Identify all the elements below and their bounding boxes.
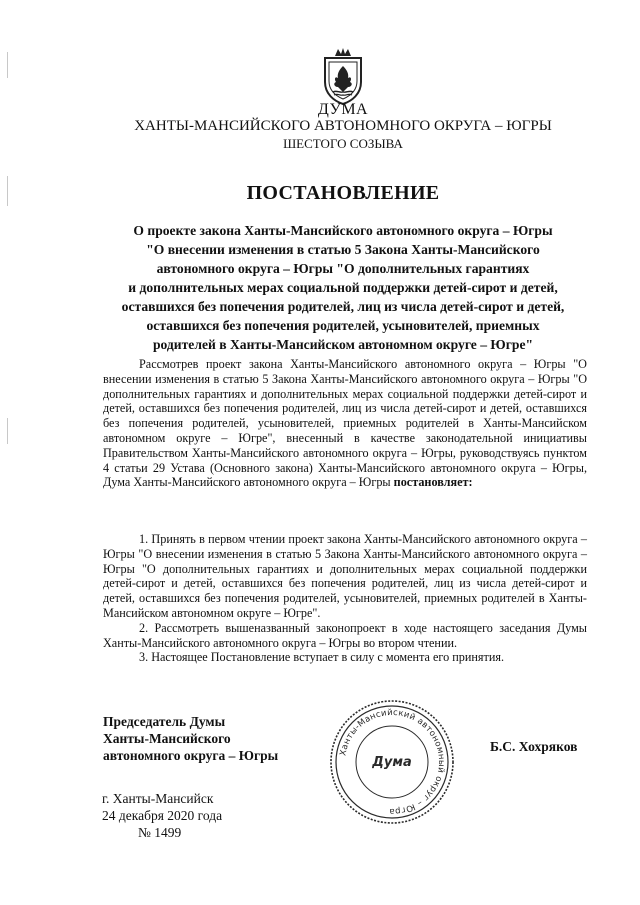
resolution-item: 1. Принять в первом чтении проект закона Ханты-Мансийского автономного округа – Югры "О внесении изменения в статью 5 Закона Ханты-Мансийского автономного округа – Югры "О дополнительных гарантиях и дополнительных мерах социальной поддержки детей-сирот и детей, оставшихся без попечения родителей, лиц из числа детей-сирот и детей, оставшихся без попечения родителей, усыновителей, приемных родителей в Ханты-Мансийском автономном округе – Югре". bbox=[103, 532, 587, 620]
subject-line: О проекте закона Ханты-Мансийского автономного округа – Югры bbox=[133, 223, 553, 238]
seal-ring-text: Ханты-Мансийский автономный округ – Югра bbox=[338, 707, 447, 817]
document-number: № 1499 bbox=[138, 825, 182, 840]
signer-position-line: автономного округа – Югры bbox=[103, 748, 279, 763]
organization-name: ДУМА bbox=[317, 101, 369, 118]
seal-center-text: Дума bbox=[372, 755, 412, 770]
signer-position bbox=[103, 713, 278, 764]
subject-line: родителей в Ханты-Мансийском автономном округе – Югре" bbox=[152, 337, 534, 352]
signer-name: Б.С. Хохряков bbox=[490, 739, 578, 754]
convocation: ШЕСТОГО СОЗЫВА bbox=[283, 136, 403, 151]
preamble-text: Рассмотрев проект закона Ханты-Мансийского автономного округа – Югры "О внесении изменения в статью 5 Закона Ханты-Мансийского автономного округа – Югры "О дополнительных гарантиях и дополнительных мерах социальной поддержки детей-сирот и детей, оставшихся без попечения родителей, лиц из числа детей-сирот и детей, оставшихся без попечения родителей, усыновителей, приемных родителей в Ханты-Мансийском автономном округе – Югре", внесенный в качестве законодательной инициативы Правительством Ханты-Мансийского автономного округа – Югры, руководствуясь пунктом 4 статьи 29 Устава (Основного закона) Ханты-Мансийского автономного округа – Югры, Дума Ханты-Мансийского автономного округа – Югры bbox=[103, 357, 587, 490]
document-type: ПОСТАНОВЛЕНИЕ bbox=[246, 182, 440, 204]
round-seal-icon bbox=[328, 698, 456, 826]
subject-line: и дополнительных мерах социальной поддержки детей-сирот и детей, bbox=[128, 280, 558, 295]
place: г. Ханты-Мансийск bbox=[102, 791, 214, 806]
scan-artifact bbox=[7, 418, 8, 444]
resolution-items bbox=[103, 532, 587, 665]
resolution-item: 3. Настоящее Постановление вступает в силу с момента его принятия. bbox=[139, 650, 505, 665]
preamble-paragraph bbox=[103, 357, 587, 490]
subject-line: "О внесении изменения в статью 5 Закона Ханты-Мансийского bbox=[146, 242, 540, 257]
document-date: 24 декабря 2020 года bbox=[102, 808, 223, 823]
signer-position-line: Председатель Думы bbox=[103, 714, 226, 729]
document-footer bbox=[102, 790, 222, 841]
subject-line: оставшихся без попечения родителей, лиц из числа детей-сирот и детей, bbox=[121, 299, 565, 314]
region-name: ХАНТЫ-МАНСИЙСКОГО АВТОНОМНОГО ОКРУГА – ЮГРЫ bbox=[134, 118, 552, 134]
document-subject bbox=[96, 221, 590, 354]
subject-line: оставшихся без попечения родителей, усыновителей, приемных bbox=[146, 318, 540, 333]
resolution-item: 2. Рассмотреть вышеназванный законопроект в ходе настоящего заседания Думы Ханты-Мансийского автономного округа – Югры во втором чтении. bbox=[103, 620, 587, 650]
subject-line: автономного округа – Югры "О дополнительных гарантиях bbox=[156, 261, 530, 276]
scan-artifact bbox=[7, 52, 8, 78]
signer-position-line: Ханты-Мансийского bbox=[103, 731, 231, 746]
resolves-word: постановляет: bbox=[393, 475, 473, 490]
coat-of-arms-icon bbox=[319, 46, 367, 106]
